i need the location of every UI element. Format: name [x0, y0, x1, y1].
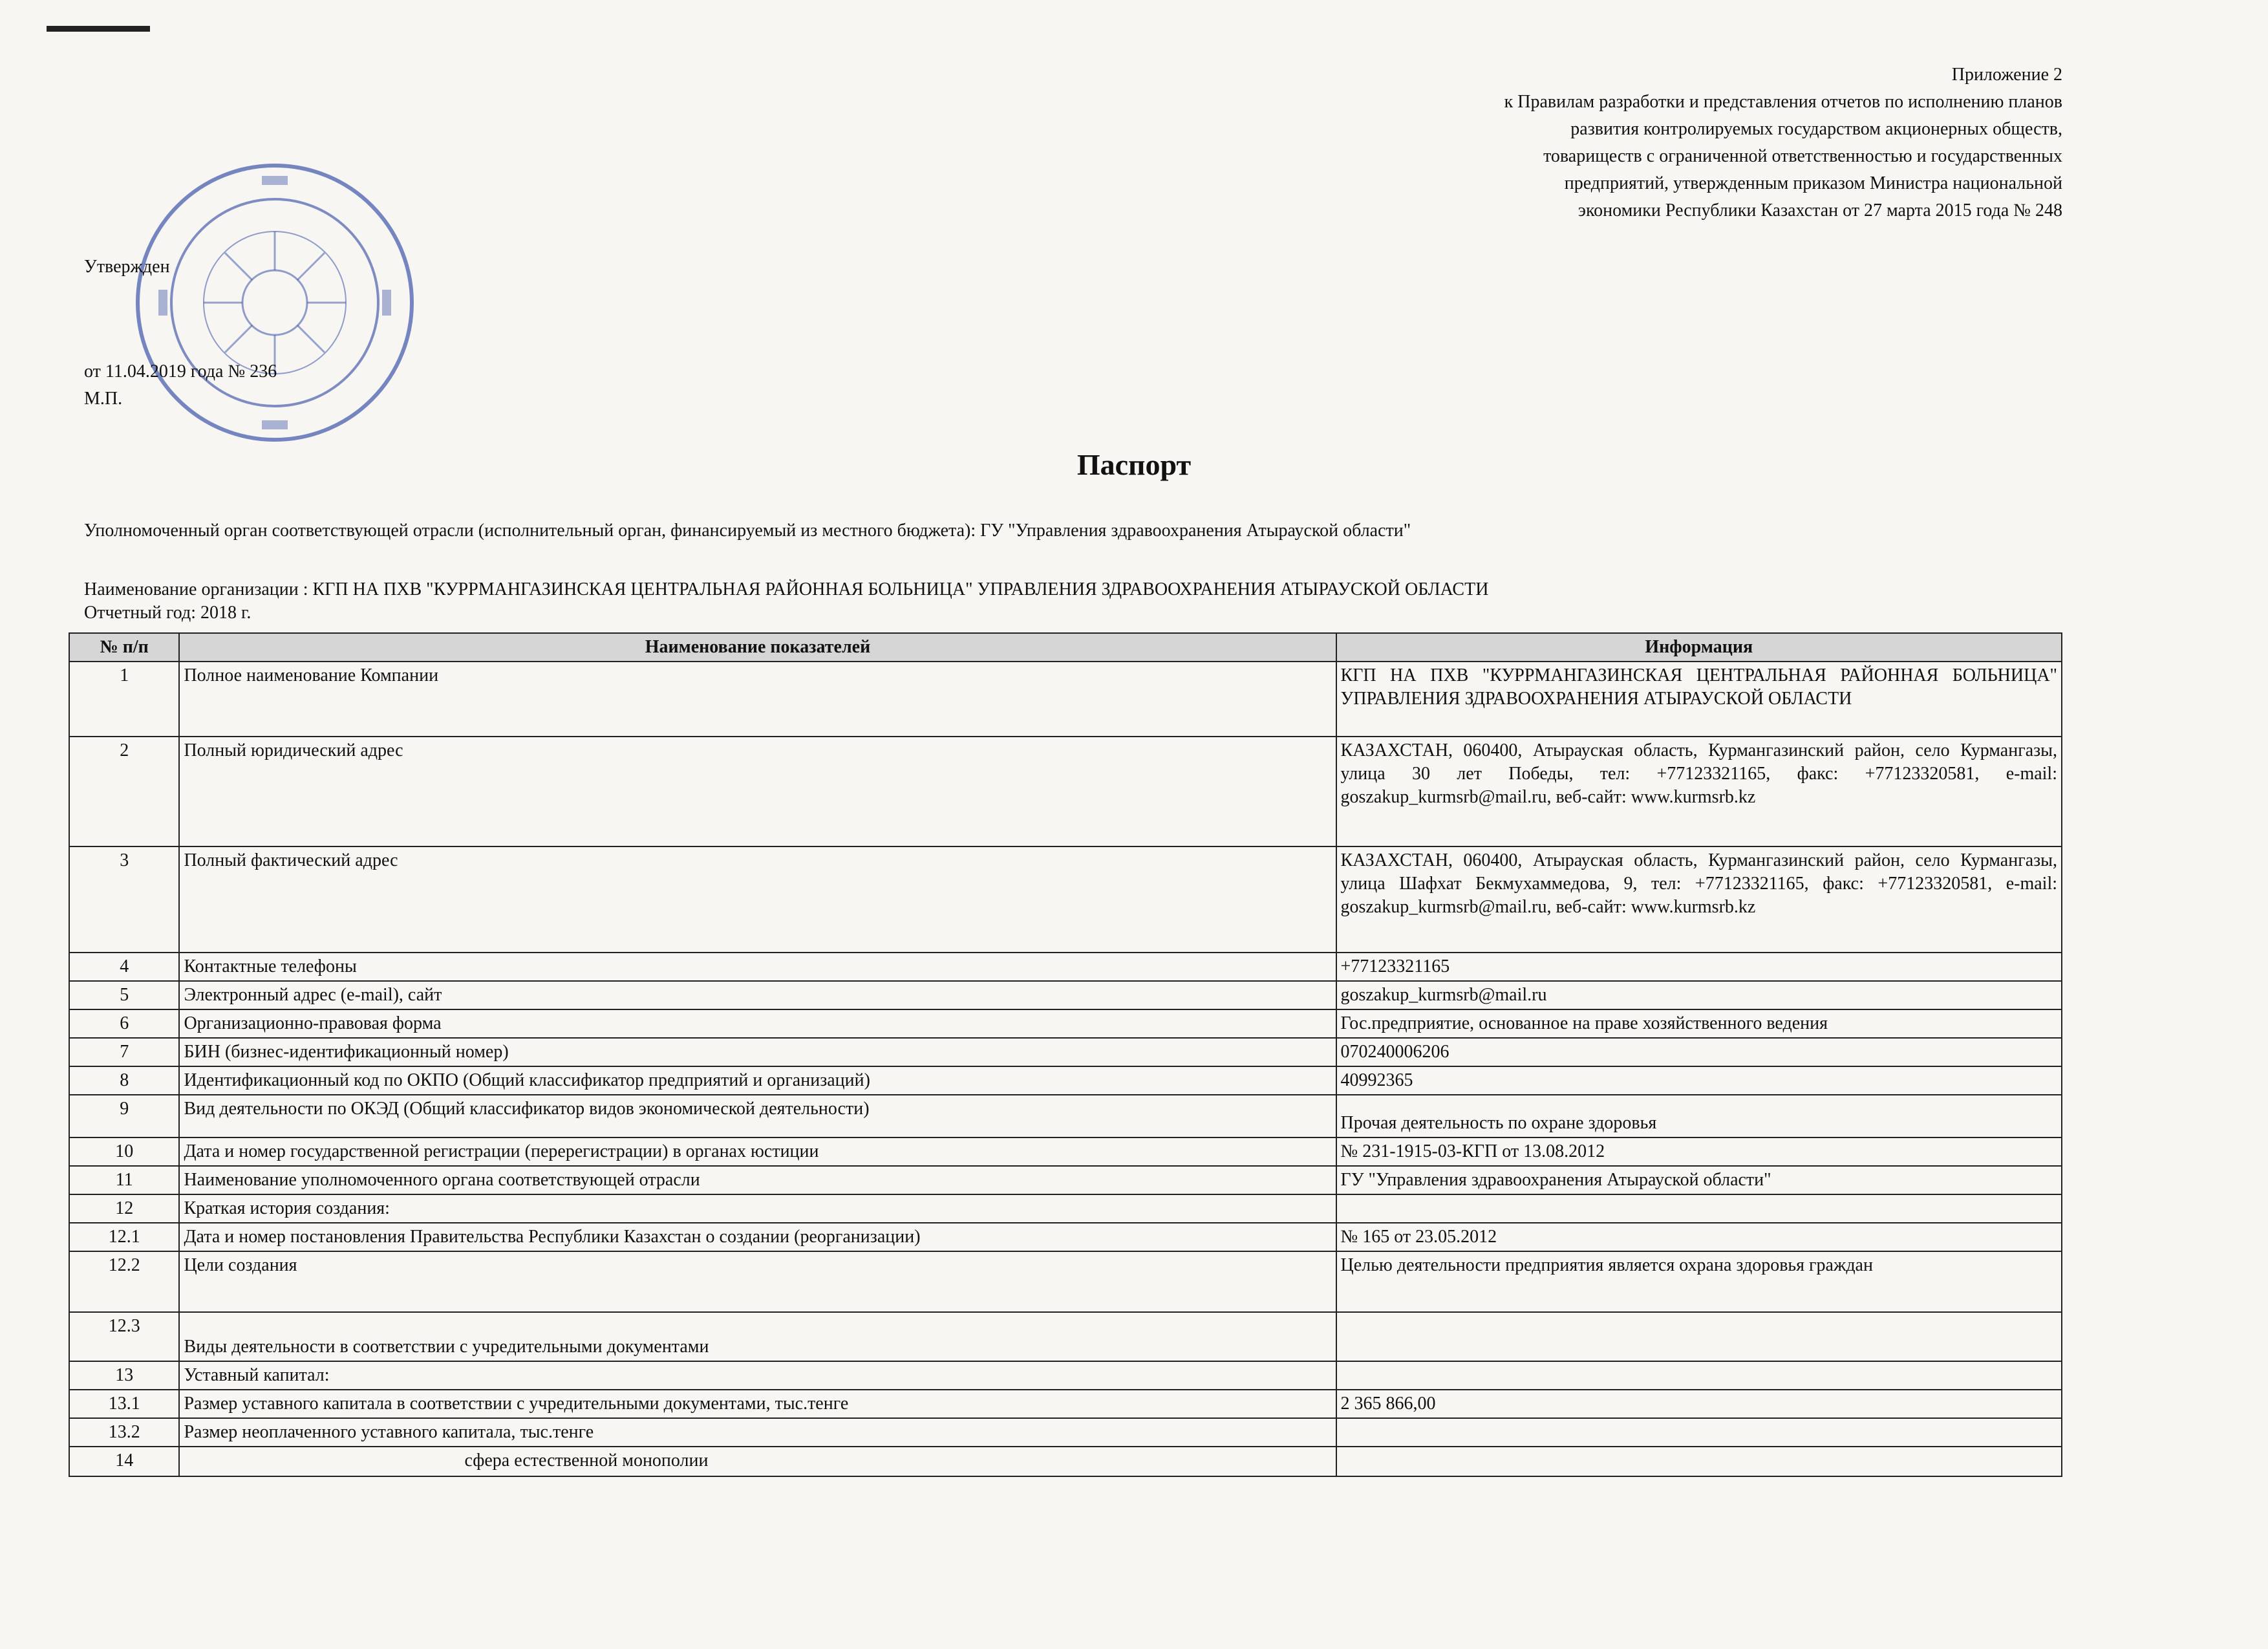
appendix-line: экономики Республики Казахстан от 27 марта 2015 года № 248	[1578, 200, 2062, 221]
row-information: +77123321165	[1336, 953, 2062, 981]
table-header-row	[69, 633, 2062, 662]
row-number: 12	[69, 1194, 179, 1223]
header-indicator: Наименование показателей	[179, 633, 1336, 662]
row-information: КАЗАХСТАН, 060400, Атырауская область, Курмангазинский район, село Курмангазы, улица Шафхат Бекмухаммедова, 9, тел: +77123321165, факс: +77123320581, e-mail: goszakup_kurmsrb@mail.ru, веб-сайт: www.kurmsrb.kz	[1336, 846, 2062, 953]
row-information: № 231-1915-03-КГП от 13.08.2012	[1336, 1137, 2062, 1166]
appendix-line: товариществ с ограниченной ответственностью и государственных	[1543, 146, 2062, 166]
row-indicator: Наименование уполномоченного органа соответствующей отрасли	[179, 1166, 1336, 1194]
row-information: goszakup_kurmsrb@mail.ru	[1336, 981, 2062, 1009]
organization-name: Наименование организации : КГП НА ПХВ "КУРРМАНГАЗИНСКАЯ ЦЕНТРАЛЬНАЯ РАЙОННАЯ БОЛЬНИЦА" УПРАВЛЕНИЯ ЗДРАВООХРАНЕНИЯ АТЫРАУСКОЙ ОБЛАСТИ	[84, 579, 1489, 599]
row-number: 12.2	[69, 1251, 179, 1312]
row-indicator: Полный фактический адрес	[179, 846, 1336, 953]
row-number: 9	[69, 1095, 179, 1137]
row-information: Прочая деятельность по охране здоровья	[1336, 1095, 2062, 1137]
row-number: 6	[69, 1009, 179, 1038]
row-number: 14	[69, 1447, 179, 1476]
table-row	[69, 1447, 2062, 1476]
appendix-note	[1504, 61, 2062, 224]
row-information: 40992365	[1336, 1066, 2062, 1095]
row-information: 2 365 866,00	[1336, 1390, 2062, 1418]
row-indicator: Цели создания	[179, 1251, 1336, 1312]
row-number: 10	[69, 1137, 179, 1166]
page-title: Паспорт	[1076, 448, 1192, 481]
row-indicator: Идентификационный код по ОКПО (Общий классификатор предприятий и организаций)	[179, 1066, 1336, 1095]
reporting-year: Отчетный год: 2018 г.	[84, 603, 251, 623]
row-number: 2	[69, 737, 179, 846]
table-row	[69, 662, 2062, 737]
appendix-line: к Правилам разработки и представления отчетов по исполнению планов	[1504, 92, 2062, 112]
row-indicator: Контактные телефоны	[179, 953, 1336, 981]
table-row	[69, 1166, 2062, 1194]
table-row	[69, 1137, 2062, 1166]
row-indicator: Дата и номер постановления Правительства Республики Казахстан о создании (реорганизации)	[179, 1223, 1336, 1251]
row-number: 1	[69, 662, 179, 737]
row-indicator: Размер уставного капитала в соответствии с учредительными документами, тыс.тенге	[179, 1390, 1336, 1418]
table-row	[69, 737, 2062, 846]
row-indicator: БИН (бизнес-идентификационный номер)	[179, 1038, 1336, 1066]
table-row	[69, 1223, 2062, 1251]
row-information: № 165 от 23.05.2012	[1336, 1223, 2062, 1251]
row-number: 5	[69, 981, 179, 1009]
row-information: Гос.предприятие, основанное на праве хозяйственного ведения	[1336, 1009, 2062, 1038]
row-number: 13.1	[69, 1390, 179, 1418]
scan-edge-mark	[47, 26, 150, 32]
row-number: 7	[69, 1038, 179, 1066]
table-row	[69, 1038, 2062, 1066]
row-number: 4	[69, 953, 179, 981]
mp-label: М.П.	[84, 389, 123, 409]
table-row	[69, 1312, 2062, 1361]
row-indicator: сфера естественной монополии	[179, 1447, 1336, 1476]
approval-block	[84, 253, 277, 413]
row-number: 12.3	[69, 1312, 179, 1361]
table-row	[69, 846, 2062, 953]
row-information	[1336, 1194, 2062, 1223]
row-information	[1336, 1447, 2062, 1476]
row-number: 3	[69, 846, 179, 953]
row-number: 8	[69, 1066, 179, 1095]
row-information: КАЗАХСТАН, 060400, Атырауская область, Курмангазинский район, село Курмангазы, улица 30 лет Победы, тел: +77123321165, факс: +77123320581, e-mail: goszakup_kurmsrb@mail.ru, веб-сайт: www.kurmsrb.kz	[1336, 737, 2062, 846]
table-row	[69, 1095, 2062, 1137]
table-row	[69, 981, 2062, 1009]
passport-table	[69, 632, 2062, 1477]
appendix-line: развития контролируемых государством акционерных обществ,	[1570, 119, 2062, 139]
row-indicator: Полный юридический адрес	[179, 737, 1336, 846]
appendix-line: предприятий, утвержденным приказом Министра национальной	[1564, 173, 2062, 193]
row-information: Целью деятельности предприятия является охрана здоровья граждан	[1336, 1251, 2062, 1312]
approval-date: от 11.04.2019 года № 236	[84, 361, 277, 382]
table-row	[69, 1390, 2062, 1418]
row-number: 12.1	[69, 1223, 179, 1251]
row-indicator: Дата и номер государственной регистрации (перерегистрации) в органах юстиции	[179, 1137, 1336, 1166]
table-row	[69, 1066, 2062, 1095]
row-indicator: Вид деятельности по ОКЭД (Общий классификатор видов экономической деятельности)	[179, 1095, 1336, 1137]
approved-label: Утвержден	[84, 257, 170, 277]
row-information: 070240006206	[1336, 1038, 2062, 1066]
row-indicator: Размер неоплаченного уставного капитала, тыс.тенге	[179, 1418, 1336, 1447]
row-indicator: Полное наименование Компании	[179, 662, 1336, 737]
row-information	[1336, 1312, 2062, 1361]
table-row	[69, 953, 2062, 981]
table-row	[69, 1418, 2062, 1447]
table-row	[69, 1361, 2062, 1390]
row-information	[1336, 1418, 2062, 1447]
row-number: 11	[69, 1166, 179, 1194]
row-information: ГУ "Управления здравоохранения Атырауской области"	[1336, 1166, 2062, 1194]
row-indicator: Организационно-правовая форма	[179, 1009, 1336, 1038]
row-indicator: Электронный адрес (e-mail), сайт	[179, 981, 1336, 1009]
row-number: 13.2	[69, 1418, 179, 1447]
appendix-line: Приложение 2	[1951, 65, 2062, 85]
table-row	[69, 1194, 2062, 1223]
row-number: 13	[69, 1361, 179, 1390]
authority-line: Уполномоченный орган соответствующей отрасли (исполнительный орган, финансируемый из местного бюджета): ГУ "Управления здравоохранения Атырауской области"	[84, 521, 1411, 541]
header-information: Информация	[1336, 633, 2062, 662]
row-information: КГП НА ПХВ "КУРРМАНГАЗИНСКАЯ ЦЕНТРАЛЬНАЯ РАЙОННАЯ БОЛЬНИЦА" УПРАВЛЕНИЯ ЗДРАВООХРАНЕНИЯ АТЫРАУСКОЙ ОБЛАСТИ	[1336, 662, 2062, 737]
table-row	[69, 1251, 2062, 1312]
row-indicator: Виды деятельности в соответствии с учредительными документами	[179, 1312, 1336, 1361]
row-indicator: Уставный капитал:	[179, 1361, 1336, 1390]
row-indicator: Краткая история создания:	[179, 1194, 1336, 1223]
header-number: № п/п	[69, 633, 179, 662]
table-row	[69, 1009, 2062, 1038]
row-information	[1336, 1361, 2062, 1390]
